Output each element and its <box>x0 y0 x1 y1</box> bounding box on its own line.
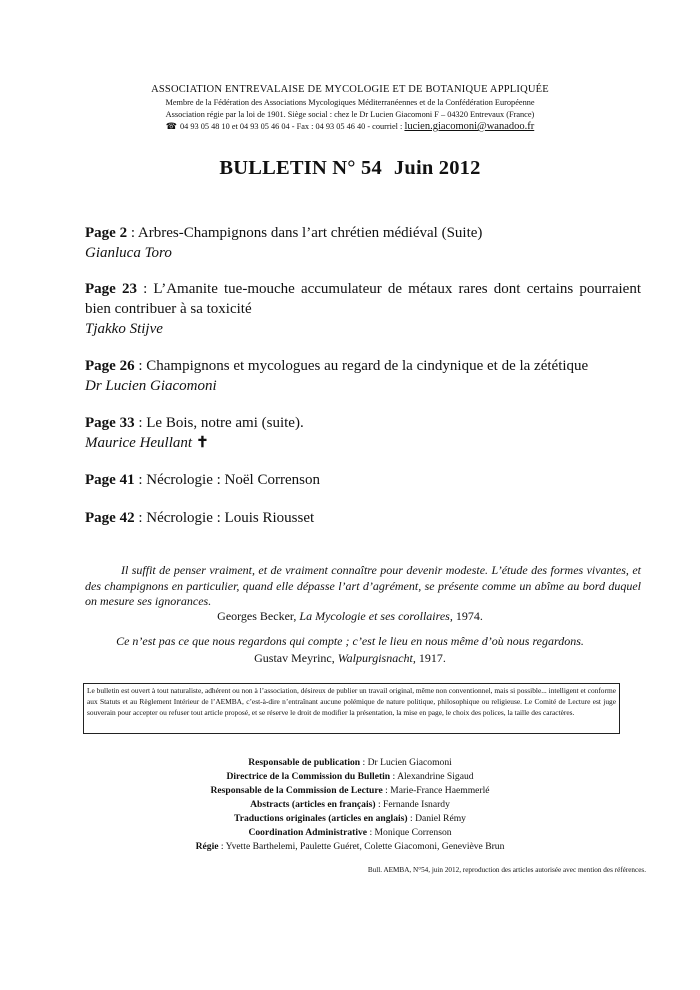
telephone-icon: ☎ <box>165 121 177 131</box>
bulletin-number: BULLETIN N° 54 <box>219 157 382 179</box>
contact-numbers: 04 93 05 48 10 et 04 93 05 46 04 - Fax : 04 93 05 46 40 - courriel : <box>179 122 403 131</box>
credit-role: Traductions originales (articles en anglais) <box>234 813 408 824</box>
bulletin-date: Juin 2012 <box>393 157 481 179</box>
credit-role: Directrice de la Commission du Bulletin <box>226 771 391 782</box>
toc-page: Page 41 <box>85 472 135 488</box>
credit-line <box>0 841 700 852</box>
toc-page: Page 33 <box>85 415 135 431</box>
toc-title: : Nécrologie : Noël Correnson <box>134 472 320 488</box>
quote-becker-source <box>0 609 700 624</box>
toc-entry <box>85 508 641 528</box>
quote-year: 1917. <box>415 651 446 665</box>
quote-author: Georges Becker, <box>217 609 300 623</box>
credit-line <box>0 771 700 782</box>
toc-author-name: Maurice Heullant <box>85 435 193 451</box>
toc-page: Page 42 <box>85 510 135 526</box>
membership-line: Membre de la Fédération des Associations Mycologiques Méditerranéennes et de la Confédération Européenne <box>165 98 535 107</box>
quote-book: Walpurgisnacht, <box>337 651 416 665</box>
credit-line <box>0 785 700 796</box>
credit-role: Régie <box>195 841 219 852</box>
credit-line <box>0 827 700 838</box>
toc-author: Dr Lucien Giacomoni <box>85 378 217 394</box>
quote-book: La Mycologie et ses corollaires, <box>299 609 453 623</box>
toc-author: Tjakko Stijve <box>85 321 163 337</box>
toc-title: : Champignons et mycologues au regard de la cindynique et de la zététique <box>134 358 589 374</box>
credit-line <box>0 799 700 810</box>
editorial-notice-box: Le bulletin est ouvert à tout naturaliste, adhérent ou non à l’association, désireux de publier un travail original, même non conventionnel, mais si possible... intelligent et conforme aux Statuts et au Règlement Intérieur de l’AEMBA, c’est-à-dire n’entraînant aucune polémique de nature politique, philosophique ou religieuse. Le Comité de Lecture est juge souverain pour accepter ou refuser tout article proposé, et se réserve le droit de modifier la présentation, la mise en page, le choix des polices, la taille des caractères. <box>83 683 620 734</box>
toc-entry <box>85 413 641 453</box>
credit-line <box>0 757 700 768</box>
legal-line: Association régie par la loi de 1901. Siège social : chez le Dr Lucien Giacomoni F – 04320 Entrevaux (France) <box>165 110 535 119</box>
toc-author: Gianluca Toro <box>85 245 172 261</box>
reproduction-footer: Bull. AEMBA, N°54, juin 2012, reproduction des articles autorisée avec mention des références. <box>367 866 646 874</box>
credit-name: : Alexandrine Sigaud <box>390 771 474 782</box>
credit-name: : Yvette Barthelemi, Paulette Guéret, Colette Giacomoni, Geneviève Brun <box>218 841 505 852</box>
toc-title: : Nécrologie : Louis Riousset <box>134 510 315 526</box>
credit-name: : Dr Lucien Giacomoni <box>360 757 452 768</box>
credit-role: Abstracts (articles en français) <box>250 799 376 810</box>
credit-name: : Daniel Rémy <box>407 813 466 824</box>
toc-page: Page 23 <box>85 281 137 297</box>
toc-title: : Arbres-Champignons dans l’art chrétien médiéval (Suite) <box>127 225 483 241</box>
quote-becker: Il suffit de penser vraiment, et de vraiment connaître pour devenir modeste. L’étude des formes vivantes, et des champignons en particulier, quand elle dépasse l’art d’agrément, se présente comme un abîme au bord duquel on mesure ses ignorances. <box>85 563 641 608</box>
quote-year: 1974. <box>452 609 483 623</box>
credit-name: : Marie-France Haemmerlé <box>382 785 490 796</box>
toc-entry <box>85 223 641 263</box>
toc-title: : Le Bois, notre ami (suite). <box>134 415 304 431</box>
contact-line <box>0 121 700 132</box>
credit-line <box>0 813 700 824</box>
association-name: ASSOCIATION ENTREVALAISE DE MYCOLOGIE ET DE BOTANIQUE APPLIQUÉE <box>151 84 549 95</box>
credit-role: Responsable de publication <box>248 757 361 768</box>
toc-entry <box>85 470 641 490</box>
quote-author: Gustav Meyrinc, <box>254 651 338 665</box>
bulletin-title <box>0 157 700 180</box>
toc-page: Page 26 <box>85 358 135 374</box>
quote-meyrinc: Ce n’est pas ce que nous regardons qui compte ; c’est le lieu en nous même d’où nous regardons. <box>116 634 584 648</box>
toc-title: : L’Amanite tue-mouche accumulateur de métaux rares dont certains pourraient bien contribuer à sa toxicité <box>85 281 641 317</box>
email-link[interactable]: lucien.giacomoni@wanadoo.fr <box>404 121 535 132</box>
toc-page: Page 2 <box>85 225 128 241</box>
quote-meyrinc-source <box>0 651 700 666</box>
credit-role: Responsable de la Commission de Lecture <box>210 785 383 796</box>
credit-role: Coordination Administrative <box>248 827 368 838</box>
toc-entry <box>85 279 641 339</box>
cross-icon: ✝ <box>196 435 209 451</box>
toc-entry <box>85 356 641 396</box>
toc-author <box>85 433 641 453</box>
credit-name: : Fernande Isnardy <box>375 799 450 810</box>
credit-name: : Monique Correnson <box>367 827 452 838</box>
